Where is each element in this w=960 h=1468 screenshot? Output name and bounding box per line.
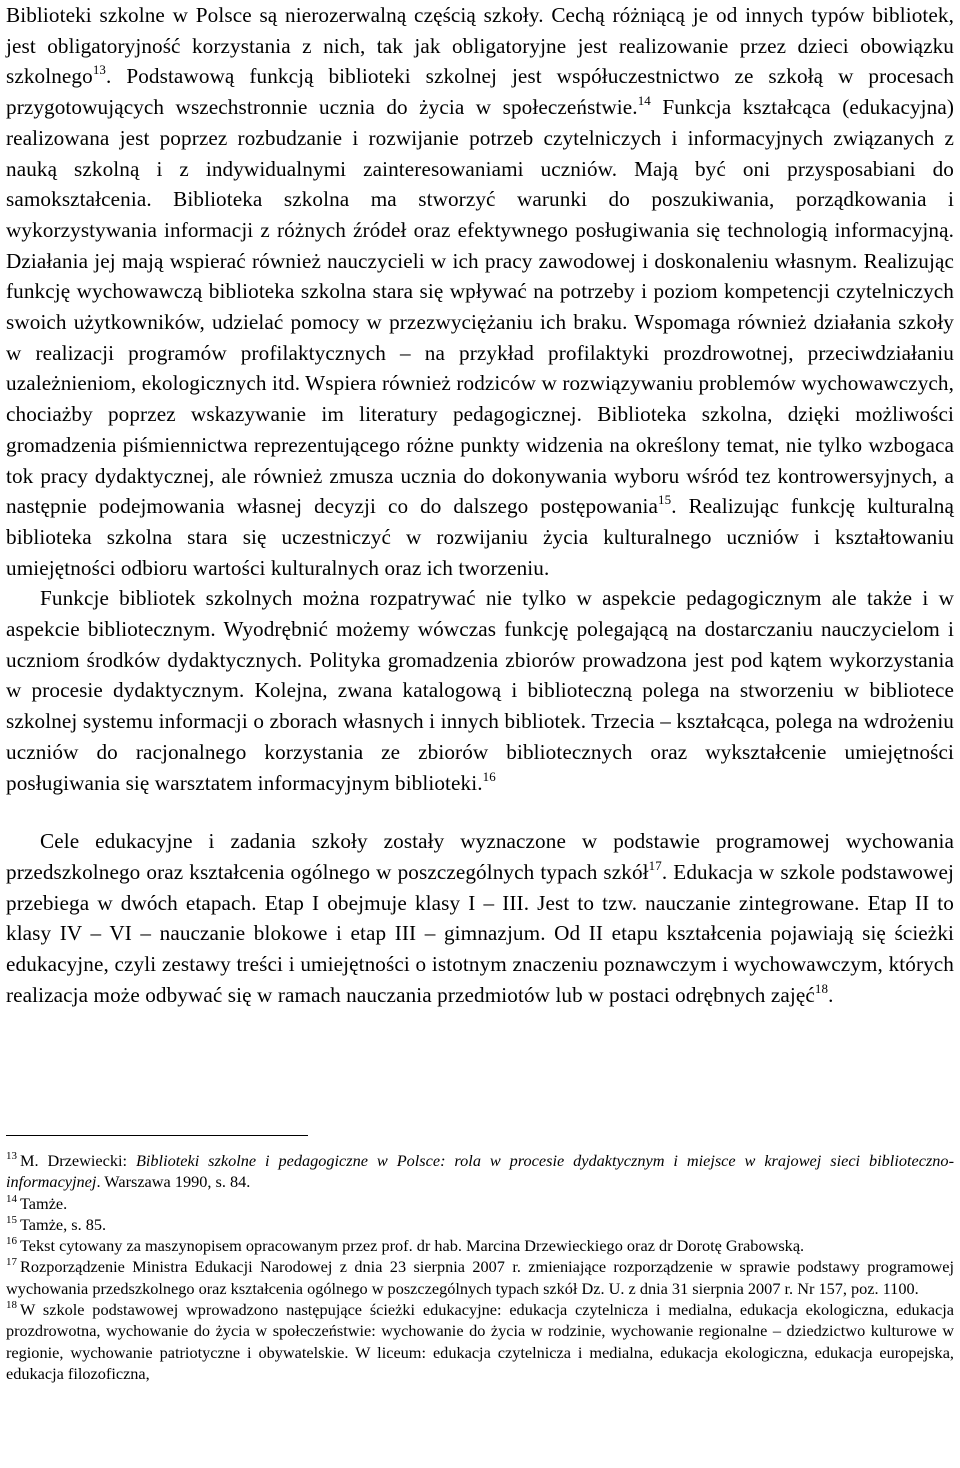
footnote-15 [6,1214,954,1235]
footnote-number: 15 [6,1213,17,1226]
document-page [6,0,955,1383]
footnote-number: 14 [6,1192,17,1205]
footnote-text: Tamże. [20,1193,68,1213]
footnote-separator [6,1135,308,1136]
paragraph-text: Cele edukacyjne i zadania szkoły zostały wyznaczone w podstawie programowej wychowania przedszkolnego oraz kształcenia ogólnego w poszczególnych typach szkół [6,829,954,884]
footnote-ref-14[interactable]: 14 [637,93,651,109]
footnote-ref-13[interactable]: 13 [92,62,107,78]
footnote-text: Rozporządzenie Ministra Edukacji Narodowej z dnia 23 sierpnia 2007 r. zmieniające rozporządzenie w sprawie podstawy programowej wychowania przedszkolnego oraz kształcenia ogólnego w poszczególnych typach szkół Dz. U. z dnia 31 sierpnia 2007 r. Nr 157, poz. 1100. [6,1257,954,1298]
footnote-number: 13 [6,1150,17,1162]
footnote-ref-15[interactable]: 15 [658,492,672,508]
paragraph-text: . Realizując funkcję kulturalną biblioteka szkolna stara się uczestniczyć w rozwijaniu życia kulturalnego uczniów i kształtowaniu umiejętności odbioru wartości kulturalnych oraz ich tworzeniu. [6,494,955,580]
paragraph-text: Funkcja kształcąca (edukacyjna) realizowana jest poprzez rozbudzanie i rozwijanie potrzeb czytelniczych i informacyjnych związanych z nauką szkolną i z indywidualnymi zainteresowaniami uczniów. Mają być oni przysposabiani do samokształcenia. Biblioteka szkolna ma stworzyć warunki do poszukiwania, porządkowania i wykorzystywania informacji z różnych źródeł oraz efektywnego posługiwania się technologią informacyjną. Działania jej mają wspierać również nauczycieli w ich pracy zawodowej i doskonaleniu własnym. Realizując funkcję wychowawczą biblioteka szkolna stara się wpływać na potrzeby i poziom kompetencji czytelniczych swoich użytkowników, udzielać pomocy w przezwyciężaniu ich braku. Wspomaga również działania szkoły w realizacji programów profilaktycznych – na przykład profilaktyki prozdrowotnej, przeciwdziałaniu uzależnieniom, ekologicznych itd. Wspiera również rodziców w rozwiązywaniu problemów wychowawczych, chociażby poprzez wskazywanie im literatury pedagogicznej. Biblioteka szkolna, dzięki możliwości gromadzenia piśmiennictwa reprezentującego różne punkty widzenia na określony temat, nie tylko wzbogaca tok pracy dydaktycznej, ale również zmusza ucznia do dokonywania wyboru wśród tez kontrowersyjnych, a następnie podejmowania własnej decyzji co do dalszego postępowania [6,95,954,519]
footnote-18 [6,1299,954,1384]
footnote-title: Biblioteki szkolne i pedagogiczne w Polsce: rola w procesie dydaktycznym i miejsce w krajowej sieci biblioteczno-informacyjnej [6,1151,954,1192]
footnote-text: . Warszawa 1990, s. 84. [96,1172,251,1192]
footnote-ref-17[interactable]: 17 [648,857,662,873]
footnote-number: 18 [6,1299,17,1312]
paragraph-text: Funkcje bibliotek szkolnych można rozpatrywać nie tylko w aspekcie pedagogicznym ale także i w aspekcie bibliotecznym. Wyodrębnić możemy wówczas funkcję polegającą na dostarczaniu nauczycielom i uczniom środków dydaktycznych. Polityka gromadzenia zbiorów prowadzona jest pod kątem wykorzystania w procesie dydaktycznym. Kolejna, zwana katalogową i biblioteczną polega na stworzeniu w bibliotece szkolnej systemu informacji o zborach własnych i innych bibliotek. Trzecia – kształcąca, polega na wdrożeniu uczniów do racjonalnego korzystania ze zbiorów bibliotecznych oraz wykształcenie umiejętności posługiwania się warsztatem informacyjnym biblioteki. [6,586,954,795]
footnote-text: W szkole podstawowej wprowadzono następujące ścieżki edukacyjne: edukacja czytelnicza i medialna, edukacja ekologiczna, edukacja prozdrowotna, wychowanie do życia w społeczeństwie: wychowanie do życia w rodzinie, wychowanie regionalne – dziedzictwo kulturowe w regionie, wychowanie patriotyczne i obywatelskie. W liceum: edukacja czytelnicza i medialna, edukacja ekologiczna, edukacja europejska, edukacja filozoficzna, [6,1300,954,1383]
paragraph-text: . Edukacja w szkole podstawowej przebiega w dwóch etapach. Etap I obejmuje klasy I – III. Jest to tzw. nauczanie zintegrowane. Etap II to klasy IV – VI – nauczanie blokowe i etap III – gimnazjum. Od II etapu kształcenia pojawiają się ścieżki edukacyjne, czyli zestawy treści i umiejętności o istotnym znaczeniu poznawczym i wychowawczym, których realizacja może odbywać się w ramach nauczania przedmiotów lub w postaci odrębnych zajęć [6,859,954,1007]
footnote-text: M. Drzewiecki: [20,1151,136,1170]
footnote-ref-18[interactable]: 18 [814,980,829,996]
paragraph-school-libraries [6,0,954,583]
footnote-number: 16 [6,1235,17,1248]
footnote-13 [6,1150,954,1193]
paragraph-gap [6,798,954,826]
paragraph-library-functions [6,583,954,798]
footnote-14 [6,1193,954,1214]
footnote-16 [6,1235,954,1256]
footnote-17 [6,1256,954,1299]
paragraph-text: Biblioteki szkolne w Polsce są nierozerwalną częścią szkoły. Cechą różniącą je od innych typów bibliotek, jest obligatoryjność korzystania z nich, tak jak obligatoryjne jest realizowanie przez dzieci obowiązku szkolnego [6,3,954,89]
paragraph-text: . Podstawową funkcją biblioteki szkolnej jest współuczestnictwo ze szkołą w procesach przygotowujących wszechstronnie ucznia do życia w społeczeństwie. [6,64,954,120]
footnotes [6,1150,954,1384]
paragraph-education-goals [6,826,954,1010]
footnote-text: Tekst cytowany za maszynopisem opracowanym przez prof. dr hab. Marcina Drzewieckiego oraz dr Dorotę Grabowską. [20,1236,805,1256]
footnote-text: Tamże, s. 85. [20,1214,107,1234]
footnote-number: 17 [6,1256,17,1269]
footnote-ref-16[interactable]: 16 [482,768,496,784]
paragraph-text: . [828,982,834,1007]
